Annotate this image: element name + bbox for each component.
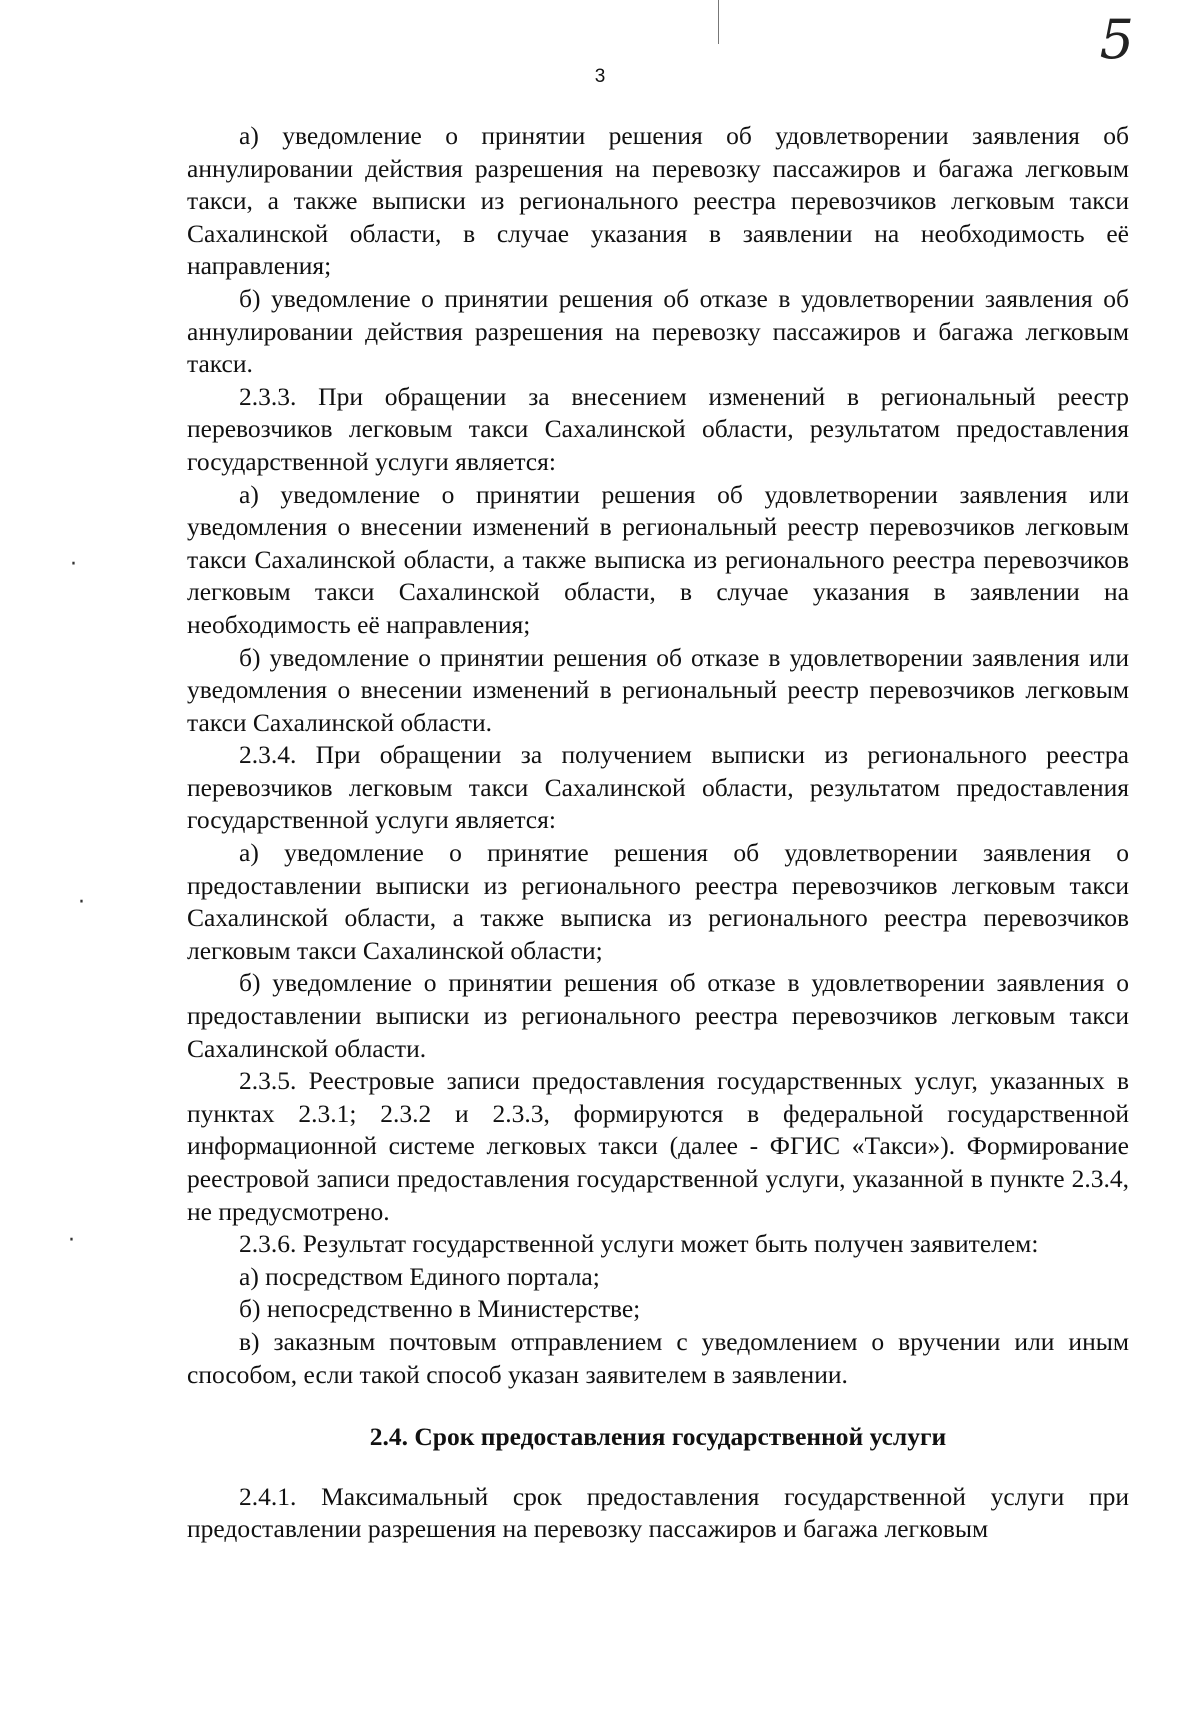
paragraph: а) уведомление о принятии решения об удовлетворении заявления или уведомления о внесении изменений в региональный реестр перевозчиков легковым такси Сахалинской области, а также выписка из регионального реестра перевозчиков легковым такси Сахалинской области, в случае указания в заявлении на необходимость её направления;	[187, 479, 1129, 639]
document-body	[187, 120, 1129, 1546]
scan-speck: ·	[68, 1228, 75, 1253]
paragraph: а) уведомление о принятие решения об удовлетворении заявления о предоставлении выписки из регионального реестра перевозчиков легковым такси Сахалинской области, а также выписка из регионального реестра перевозчиков легковым такси Сахалинской области;	[187, 838, 1129, 965]
paragraph: б) непосредственно в Министерстве;	[239, 1294, 641, 1324]
paragraph: а) уведомление о принятии решения об удовлетворении заявления об аннулировании действия разрешения на перевозку пассажиров и багажа легковым такси, а также выписки из регионального реестра перевозчиков легковым такси Сахалинской области, в случае указания в заявлении на необходимость её направления;	[187, 121, 1129, 281]
paragraph: б) уведомление о принятии решения об отказе в удовлетворении заявления об аннулировании действия разрешения на перевозку пассажиров и багажа легковым такси.	[187, 283, 1129, 379]
paragraph: а) посредством Единого портала;	[239, 1261, 600, 1291]
paragraph: 2.3.4. При обращении за получением выписки из регионального реестра перевозчиков легковым такси Сахалинской области, результатом предоставления государственной услуги является:	[187, 740, 1129, 835]
scan-artifact-line	[718, 0, 719, 44]
paragraph: б) уведомление о принятии решения об отказе в удовлетворении заявления или уведомления о внесении изменений в региональный реестр перевозчиков легковым такси Сахалинской области.	[187, 642, 1129, 737]
paragraph: 2.3.6. Результат государственной услуги может быть получен заявителем:	[239, 1229, 1039, 1259]
paragraph: б) уведомление о принятии решения об отказе в удовлетворении заявления о предоставлении выписки из регионального реестра перевозчиков легковым такси Сахалинской области.	[187, 968, 1129, 1063]
handwritten-page-mark: 5	[1099, 8, 1134, 71]
paragraph: 2.3.3. При обращении за внесением изменений в региональный реестр перевозчиков легковым такси Сахалинской области, результатом предоставления государственной услуги является:	[187, 381, 1129, 476]
scan-speck: ·	[78, 890, 85, 915]
page-number: 3	[594, 66, 606, 87]
scan-speck: ·	[70, 552, 77, 577]
paragraph: 2.4.1. Максимальный срок предоставления государственной услуги при предоставлении разрешения на перевозку пассажиров и багажа легковым	[187, 1481, 1129, 1544]
section-heading: 2.4. Срок предоставления государственной услуги	[369, 1422, 947, 1452]
paragraph: 2.3.5. Реестровые записи предоставления государственных услуг, указанных в пунктах 2.3.1; 2.3.2 и 2.3.3, формируются в федеральной государственной информационной системе легковых такси (далее - ФГИС «Такси»). Формирование реестровой записи предоставления государственной услуги, указанной в пункте 2.3.4, не предусмотрено.	[187, 1066, 1129, 1226]
paragraph: в) заказным почтовым отправлением с уведомлением о вручении или иным способом, если такой способ указан заявителем в заявлении.	[187, 1326, 1129, 1389]
